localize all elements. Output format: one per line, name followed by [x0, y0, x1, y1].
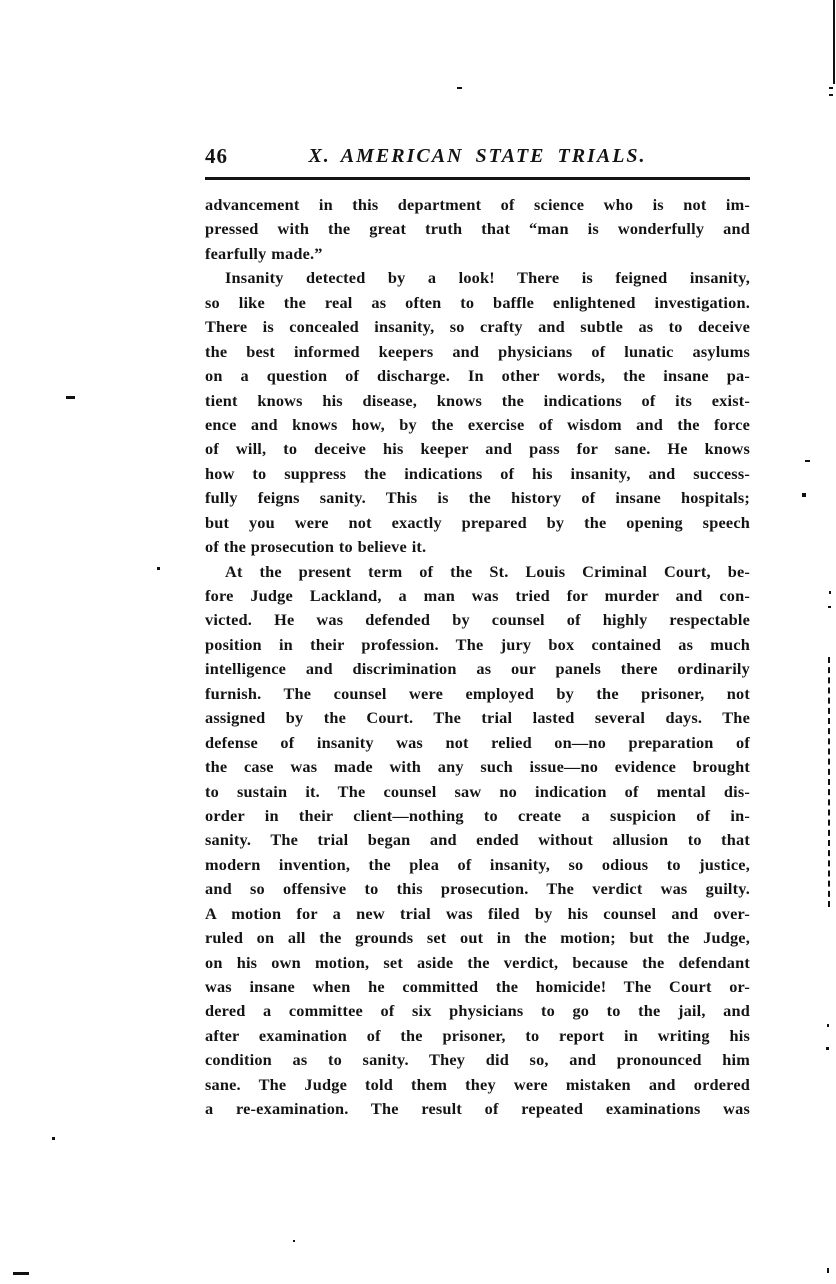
text-line: to sustain it. The counsel saw no indication of mental dis- — [205, 781, 750, 801]
text-line: ence and knows how, by the exercise of wisdom and the force — [205, 414, 750, 434]
text-line: sane. The Judge told them they were mistaken and ordered — [205, 1074, 750, 1094]
text-line: the case was made with any such issue—no evidence brought — [205, 757, 750, 777]
scan-mark — [826, 1047, 829, 1050]
text-line: Insanity detected by a look! There is feigned insanity, — [225, 268, 750, 288]
text-line: and so offensive to this prosecution. The verdict was guilty. — [205, 879, 750, 899]
text-line: advancement in this department of science who is not im- — [205, 195, 750, 214]
text-line: on a question of discharge. In other words, the insane pa- — [205, 366, 750, 386]
scan-mark — [828, 606, 831, 608]
text-line: how to suppress the indications of his insanity, and success- — [205, 463, 750, 483]
scan-mark — [293, 1240, 295, 1242]
scan-mark — [52, 1137, 55, 1140]
scan-mark — [802, 493, 806, 497]
text-line: fearfully made.” — [205, 243, 323, 263]
text-line: on his own motion, set aside the verdict, because the defendant — [205, 952, 750, 972]
scan-mark — [457, 87, 462, 89]
text-line: of the prosecution to believe it. — [205, 537, 427, 557]
scan-mark — [13, 1272, 29, 1275]
text-line: At the present term of the St. Louis Criminal Court, be- — [225, 561, 750, 581]
text-line: victed. He was defended by counsel of highly respectable — [205, 610, 750, 630]
text-line: was insane when he committed the homicide! The Court or- — [205, 977, 750, 996]
text-line: sanity. The trial began and ended without allusion to that — [205, 830, 750, 850]
text-line: so like the real as often to baffle enlightened investigation. — [205, 292, 750, 312]
scan-mark — [833, 0, 835, 84]
text-line: position in their profession. The jury box contained as much — [205, 634, 750, 654]
scan-mark — [827, 1268, 829, 1273]
scan-mark — [827, 1024, 829, 1027]
text-line: modern invention, the plea of insanity, so odious to justice, — [205, 854, 750, 874]
text-line: tient knows his disease, knows the indications of its exist- — [205, 390, 750, 410]
text-line: defense of insanity was not relied on—no preparation of — [205, 732, 750, 752]
text-line: order in their client—nothing to create a suspicion of in- — [205, 805, 750, 825]
text-line: a re-examination. The result of repeated examinations was — [205, 1099, 750, 1119]
text-block — [205, 193, 750, 1122]
text-line: fully feigns sanity. This is the history of insane hospitals; — [205, 488, 750, 508]
text-line: furnish. The counsel were employed by the prisoner, not — [205, 683, 750, 703]
scan-mark — [829, 94, 833, 96]
text-line: condition as to sanity. They did so, and pronounced him — [205, 1050, 750, 1070]
scan-mark — [829, 87, 833, 89]
running-title — [205, 145, 750, 168]
text-line: There is concealed insanity, so crafty and subtle as to deceive — [205, 317, 750, 337]
page-number: 46 — [205, 144, 228, 168]
section-numeral: X. — [308, 145, 331, 167]
text-line: ruled on all the grounds set out in the motion; but the Judge, — [205, 928, 750, 948]
header-rule — [205, 177, 750, 180]
text-line: dered a committee of six physicians to go to the jail, and — [205, 1001, 750, 1021]
text-line: fore Judge Lackland, a man was tried for murder and con- — [205, 586, 750, 605]
scan-mark — [66, 396, 75, 399]
scan-mark — [805, 460, 810, 462]
text-line: intelligence and discrimination as our panels there ordinarily — [205, 659, 750, 679]
text-line: pressed with the great truth that “man is wonderfully and — [205, 219, 750, 239]
text-line: but you were not exactly prepared by the opening speech — [205, 512, 750, 532]
paragraph — [205, 560, 750, 1122]
text-line: after examination of the prisoner, to report in writing his — [205, 1025, 750, 1045]
text-line: assigned by the Court. The trial lasted several days. The — [205, 708, 750, 728]
text-line: the best informed keepers and physicians of lunatic asylums — [205, 341, 750, 361]
scan-mark — [829, 591, 831, 594]
text-line: A motion for a new trial was filed by his counsel and over- — [205, 903, 750, 923]
paragraph — [205, 266, 750, 559]
paragraph — [205, 193, 750, 266]
text-line: of will, to deceive his keeper and pass for sane. He knows — [205, 439, 750, 459]
scan-mark — [828, 657, 830, 907]
running-title-text: AMERICAN STATE TRIALS. — [340, 145, 647, 167]
scan-mark — [157, 567, 160, 570]
